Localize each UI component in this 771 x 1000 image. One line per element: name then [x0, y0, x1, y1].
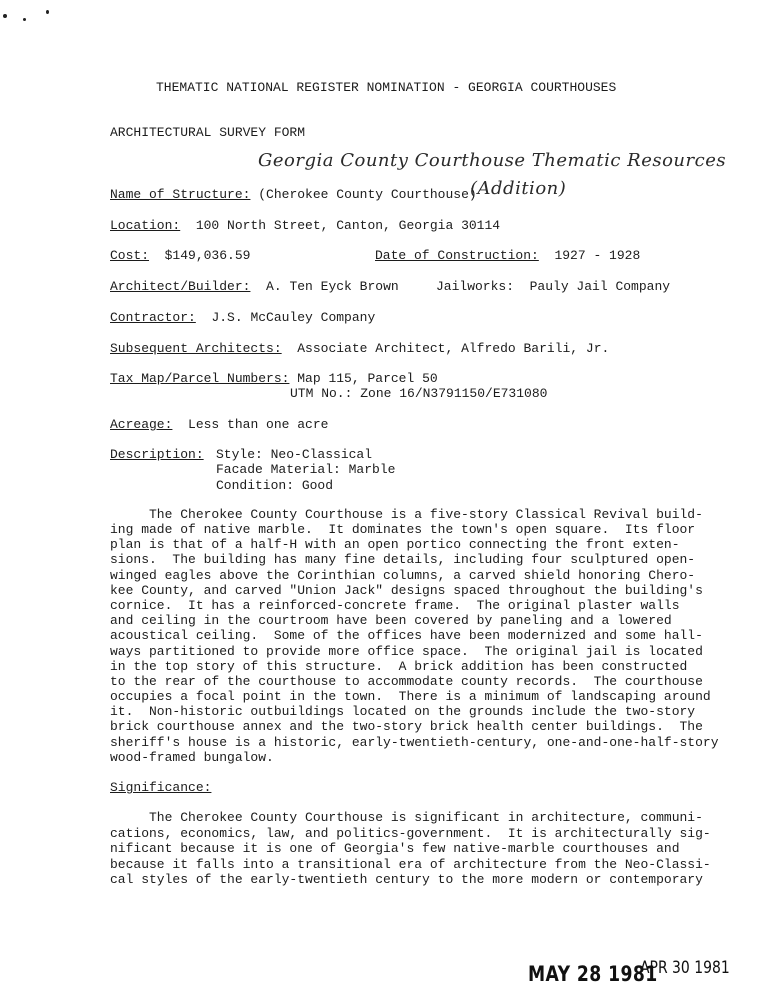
description-line: occupies a focal point in the town. There is a minimum of landscaping around	[110, 689, 711, 704]
cost-label: Cost:	[110, 248, 150, 263]
entered-date-stamp: APR 30 1981	[640, 958, 730, 978]
structure-label: Name of Structure:	[110, 187, 251, 202]
description-line: brick courthouse annex and the two-story brick health center buildings. The	[110, 719, 703, 734]
description-line: The Cherokee County Courthouse is a five-story Classical Revival build-	[110, 507, 703, 522]
location-field	[110, 218, 500, 234]
taxmap-field	[110, 371, 438, 387]
description-label-text: Description:	[110, 447, 204, 462]
contractor-value: J.S. McCauley Company	[211, 310, 376, 325]
form-name: ARCHITECTURAL SURVEY FORM	[110, 125, 306, 140]
significance-line: nificant because it is one of Georgia's few native-marble courthouses and	[110, 841, 680, 856]
document-title: THEMATIC NATIONAL REGISTER NOMINATION - GEORGIA COURTHOUSES	[156, 80, 617, 95]
significance-line: cal styles of the early-twentieth century to the more modern or contemporary	[110, 872, 703, 887]
handwritten-resource-note: Georgia County Courthouse Thematic Resources	[258, 150, 727, 171]
taxmap-value: Map 115, Parcel 50	[297, 371, 438, 386]
significance-line: because it falls into a transitional era of architecture from the Neo-Classi-	[110, 857, 711, 872]
scan-speck	[23, 18, 26, 21]
acreage-value: Less than one acre	[188, 417, 329, 432]
scan-speck	[46, 10, 49, 14]
received-date-stamp: MAY 28 1981	[528, 962, 658, 986]
description-label	[110, 447, 204, 463]
description-line: in the top story of this structure. A brick addition has been constructed	[110, 659, 688, 674]
style-value: Style: Neo-Classical	[216, 447, 373, 462]
architect-label: Architect/Builder:	[110, 279, 251, 294]
facade-value: Facade Material: Marble	[216, 462, 396, 477]
significance-line: cations, economics, law, and politics-government. It is architecturally sig-	[110, 826, 711, 841]
description-line: winged eagles above the Corinthian columns, a carved shield honoring Chero-	[110, 568, 696, 583]
date-label: Date of Construction:	[375, 248, 539, 263]
architect-value: A. Ten Eyck Brown	[266, 279, 399, 294]
subsequent-label: Subsequent Architects:	[110, 341, 282, 356]
description-line: acoustical ceiling. Some of the offices have been modernized and some hall-	[110, 628, 703, 643]
subsequent-value: Associate Architect, Alfredo Barili, Jr.	[297, 341, 610, 356]
architect-field	[110, 279, 399, 295]
description-line: it. Non-historic outbuildings located on the grounds include the two-story	[110, 704, 696, 719]
condition-value: Condition: Good	[216, 478, 334, 493]
date-value: 1927 - 1928	[554, 248, 641, 263]
description-line: sheriff's house is a historic, early-twentieth-century, one-and-one-half-story	[110, 735, 719, 750]
description-line: sions. The building has many fine details, including four sculptured open-	[110, 552, 696, 567]
cost-field	[110, 248, 250, 264]
description-line: cornice. It has a reinforced-concrete frame. The original plaster walls	[110, 598, 680, 613]
date-field	[375, 248, 640, 264]
location-label: Location:	[110, 218, 181, 233]
description-line: ing made of native marble. It dominates the town's open square. Its floor	[110, 522, 696, 537]
description-line: to the rear of the courthouse to accommodate county records. The courthouse	[110, 674, 703, 689]
significance-line: The Cherokee County Courthouse is significant in architecture, communi-	[110, 810, 703, 825]
cost-value: $149,036.59	[164, 248, 251, 263]
description-line: wood-framed bungalow.	[110, 750, 274, 765]
structure-value: (Cherokee County Courthouse)	[258, 187, 477, 202]
taxmap-label: Tax Map/Parcel Numbers:	[110, 371, 290, 386]
description-line: plan is that of a half-H with an open portico connecting the front exten-	[110, 537, 680, 552]
significance-label	[110, 780, 211, 796]
contractor-label: Contractor:	[110, 310, 196, 325]
subsequent-architects-field	[110, 341, 609, 357]
description-line: and ceiling in the courtroom have been covered by paneling and a lowered	[110, 613, 672, 628]
structure-field	[110, 187, 477, 203]
jailworks-field	[436, 279, 670, 295]
utm-number: UTM No.: Zone 16/N3791150/E731080	[290, 386, 548, 401]
description-line: kee County, and carved "Union Jack" designs spaced throughout the building's	[110, 583, 703, 598]
acreage-field	[110, 417, 328, 433]
jailworks-value: Pauly Jail Company	[529, 279, 671, 294]
acreage-label: Acreage:	[110, 417, 173, 432]
jailworks-label: Jailworks:	[436, 279, 515, 294]
scan-speck	[3, 14, 7, 18]
description-line: ways partitioned to provide more office space. The original jail is located	[110, 644, 703, 659]
handwritten-addition-note: (Addition)	[470, 178, 567, 199]
location-value: 100 North Street, Canton, Georgia 30114	[195, 218, 501, 233]
significance-label-text: Significance:	[110, 780, 212, 795]
contractor-field	[110, 310, 375, 326]
